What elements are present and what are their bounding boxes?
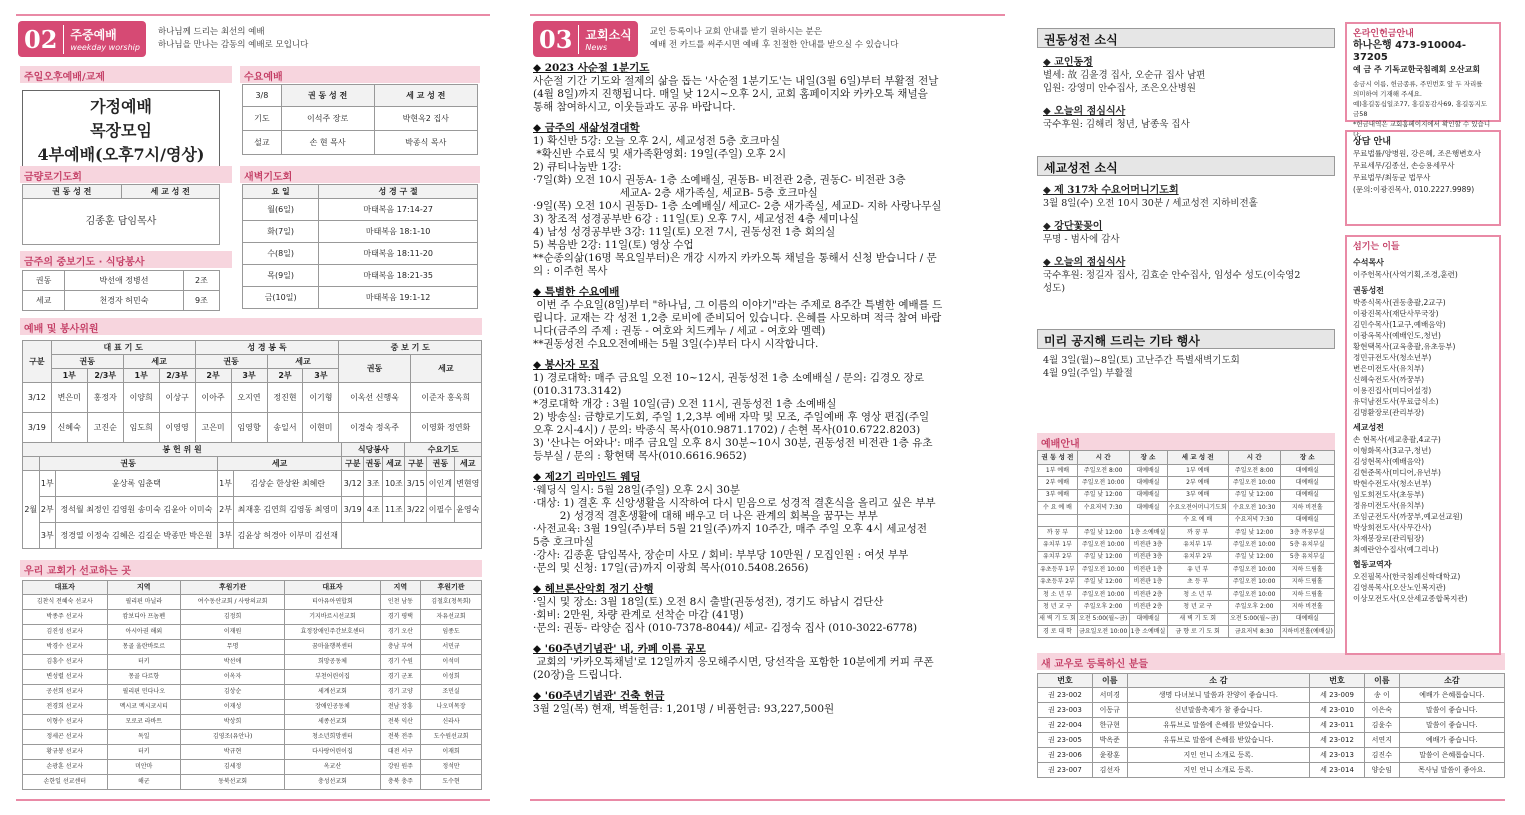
staff-line: 신혜숙전도사(까꿍부)	[1353, 375, 1425, 384]
kwon-title: 권동성전 소식	[1037, 28, 1335, 48]
table-row: 번호 이름 소 감 번호 이름 소감	[1038, 674, 1505, 688]
section-badge	[18, 21, 146, 57]
section-title: 교회소식	[585, 28, 632, 42]
sunday-box	[22, 90, 220, 172]
staff-line: 김현준목사(미디어,유년부)	[1353, 468, 1441, 477]
staff-line: 조임군전도사(까꿍부,예교선교원)	[1353, 512, 1463, 521]
top-rule	[16, 14, 490, 16]
panel-heading: ◆ 제 317차 수요어머니기도회	[1043, 185, 1179, 196]
table-row: 월(6일) 마태복음 17:14-27	[243, 199, 478, 221]
table-row: 2월 1부 윤상록 임춘택 1부 김상순 한상완 최혜란 3/12 3조 10조 3/15 이인계 변현영	[23, 471, 482, 497]
right-header	[533, 20, 899, 58]
panel-heading: ◆ 교인동정	[1043, 57, 1093, 68]
staff-line: 이형화목사(3교구,청년)	[1353, 446, 1432, 455]
news-heading: ◆ 2023 사순절 1분기도	[533, 62, 650, 74]
counsel-line: (문의:이광진목사, 010.2227.9989)	[1353, 185, 1475, 194]
sunday-line: 목장모임	[90, 121, 152, 140]
staff-line: 이상모전도사(오산세교종합복지관)	[1353, 594, 1468, 603]
newcomers-title: 새 교우로 등록하신 분들	[1037, 653, 1505, 670]
panel-heading: ◆ 강단꽃꽂이	[1043, 221, 1103, 232]
panel-heading: ◆ 오늘의 점심식사	[1043, 257, 1126, 268]
section-subtitle: News	[585, 43, 608, 52]
staff-line: 최예란안수집사(예그리나)	[1353, 545, 1439, 554]
table-row: 손광훈 선교사 미안마 김세정 옥교산 강원 원주 정석만	[23, 760, 482, 775]
table-row: 수 요 예 배 수요저녁 7:30 대예배실 수요오전어머니기도회 수요오전 10:30 지하 비전홀	[1038, 502, 1335, 514]
table-row: 권 동 성 전 시 간 장 소 세 교 성 전 시 간 장 소	[1038, 451, 1335, 465]
table-row: 3부 정경열 이정숙 김혜은 김길순 박종만 박은원 3부 김윤상 허경아 이부미 김선재	[23, 523, 482, 549]
newcomers-box	[1037, 673, 1505, 778]
news-body: 1) 확신반 5강: 오늘 오후 2시, 세교성전 5층 호크마실 *확신반 수료식 및 새가족환영회: 19일(주일) 오후 2시 2) 큐티나눔반 1강: ·7일(화) 오전 10시 권동A- 1층 소예배실, 권동B- 비전관 2층, 권동C- 비전관 3층 세교A- 2층 새가족실, 세교B- 5층 호크마실 ·9일(목) 오전 10시 권동D- 1층 소예배실/ 세교C- 2층 새가족실, 세교D- 지하 사랑나무실 3) 창조적 성경공부반 6강 : 11일(토) 오후 7시, 세교성전 4층 세미나실 4) 남성 성경공부반 3강: 11일(토) 오전 7시, 권동성전 1층 회의실 5) 복음반 2강: 11일(토) 영상 수업 **순종의삶(16명 목요일부터)은 개강 시까지 카카오톡 채널을 통해서 신청 받습니다 / 문 의 : 이주헌 목사	[533, 135, 942, 277]
table-row: 김찬식 전혜숙 선교사 필리핀 마닐라 여수동산교회 / 사랑의교회 티아유아연합회 인천 남동 김철호(청목회)	[23, 595, 482, 610]
staff-line: 이광진목사(재단사무국장)	[1353, 309, 1439, 318]
fri-speaker: 김종훈 담임목사	[23, 199, 220, 245]
news-heading: ◆ '60주년기념관' 건축 헌금	[533, 690, 665, 702]
counsel-line: 무료법률/양병원, 강은혜, 조은행변호사	[1353, 149, 1481, 158]
panel-body: 별세: 故 김윤경 집사, 오순규 집사 남편 입원: 강영미 안수집사, 조은오산병원	[1043, 70, 1206, 94]
dawn-box: 요 일 성 경 구 절 월(6일) 마태복음 17:14-27 화(7일) 마태복음 18:1-10 수(8일) 마태복음 18:11-20 목(9일) 마태복음 18:21-35 금(10일) 마태복음 19:1-12	[242, 184, 478, 309]
service-box: 구분 대 표 기 도 성 경 봉 독 중 보 기 도 권동 세교 권동 세교 권동 세교 1부 2/3부 1부 2/3부 2부 3부 2부 3부 3/12 변은미 홍정자 이양희 이상구 이아주 오지연 정진현 이기형 이옥선 신행욱 이준자 홍옥희 3/19 신혜숙 고진순 임도희 이영영 고은미 임영향 송일서 이현미 이경숙 정옥주 이영화 정연화 봉 헌 위 원 식당봉사 수요기도 권동 세교 구분 권동 세교 구분 권동 세교 2월 1부 윤상록 임춘택 1부 김상순 한상완 최혜란 3/12 3조 10조 3/15 이인계 변현영 2부 정석월 최정인 김영원 송미숙 김윤아 이미숙 2부 최재홍 김연희 김영동 최영미 3/19 4조 11조 3/22 이필수 윤영숙 3부 정경열 이정숙 김혜은 김길순 박종만 박은원 3부 김윤상 허경아 이부미 김선재	[22, 340, 482, 549]
table-row: 3부 예배 주일 낮 12:00 대예배실 3부 예배 주일 낮 12:00 대예배실	[1038, 489, 1335, 501]
counsel-line: 무료세무/김종선, 손승용세무사	[1353, 161, 1455, 170]
table-row: 김흥수 선교사 터키 박선애 희망공동체 경기 수원 이석미	[23, 655, 482, 670]
table-row: 정세곤 선교사 독일 김영조(유안나) 청소년희망센터 전북 전주 도수원선교회	[23, 730, 482, 745]
table-row: 손한일 선교센터 해군 동북선교회 충성선교회 충북 충주 도수현	[23, 775, 482, 790]
table-row: 유치부 1부 주일오전 10:00 비전관 3층 유치부 1부 주일오전 10:00 5층 유치부실	[1038, 539, 1335, 551]
panel-heading: ◆ 오늘의 점심식사	[1043, 106, 1126, 117]
staff-line: 김성현목사(예배음악)	[1353, 457, 1425, 466]
table-row: 황규봉 선교사 터키 박규현 다사랑어린이집 대전 서구 이재희	[23, 745, 482, 760]
staff-line: 황현택목사(교육총괄,유초등부)	[1353, 342, 1456, 351]
fri-box: 권 동 성 전 세 교 성 전 김종훈 담임목사	[22, 184, 220, 245]
notice-title: 미리 공지해 드리는 기타 행사	[1037, 329, 1335, 349]
staff-line: 차재봉장로(관리팀장)	[1353, 534, 1425, 543]
section-subtitle: weekday worship	[70, 43, 140, 52]
bottom-rule	[530, 799, 1505, 801]
news-body: ·일시 및 장소: 3월 18일(토) 오전 8시 출발(권동성전), 경기도 하남시 검단산 ·회비: 2만원, 차량 관계로 선착순 마감 (41명) ·문의: 권동- 라양순 집사 (010-7378-8044)/ 세교- 김정숙 집사 (010-3022-6778)	[533, 596, 918, 634]
staff-line: 손 현목사(세교총괄,4교구)	[1353, 435, 1441, 444]
left-header	[18, 20, 308, 58]
news-heading: ◆ 봉사자 모집	[533, 359, 600, 371]
table-row: 설교 손 현 목사 박종식 목사	[243, 131, 478, 155]
mission-box	[22, 580, 482, 790]
news-body: 이번 주 수요일(8일)부터 "하나님, 그 이름의 이야기"라는 주제로 8주간 특별한 예배를 드 립니다. 교재는 각 성전 1,2층 로비에 준비되어 있습니다. 은혜를 사모하며 적극 참여 바랍 니다(금주의 주제 : 권동 - 여호와 치드케누 / 세교 - 여호와 멜렉) **권동성전 수요오전예배는 5월 3일(수)부터 다시 시작합니다.	[533, 299, 943, 350]
table-row: 변성렬 선교사 몽골 다르항 이옥자 부천어린이집 경기 군포 이성희	[23, 670, 482, 685]
news-heading: ◆ 제2기 리마인드 웨딩	[533, 471, 641, 483]
staff-line: 정유미전도사(유치부)	[1353, 501, 1425, 510]
header-tagline: 하나님께 드리는 최선의 예배 하나님을 만나는 감동의 예배로 모입니다	[157, 27, 309, 50]
table-row: 2부 예배 주일오전 10:00 대예배실 2부 예배 주일오전 10:00 대예배실	[1038, 477, 1335, 489]
prayer-title: 금주의 중보기도 · 식당봉사	[20, 251, 232, 268]
sunday-line: 가정예배	[90, 97, 152, 116]
table-row: 금(10일) 마태복음 19:1-12	[243, 287, 478, 309]
news-column	[533, 62, 1003, 716]
staff-box: 섬기는 이들 수석목사 이주헌목사(사역기획,조경,훈련) 권동성전 박종식목사(권동총괄,2교구) 이광진목사(재단사무국장) 김민수목사(1교구,예배음악) 이광옥목사(예배인도,청년) 황현택목사(교육총괄,유초등부) 정민규전도사(청소년부) 변은미전도사(유치부) 신혜숙전도사(까꿍부) 이용진집사(미디어설정) 유덕남전도사(무료급식소) 김명환장로(관리부장) 세교성전 손 현목사(세교총괄,4교구) 이형화목사(3교구,청년) 김성현목사(예배음악) 김현준목사(미디어,유년부) 박현수전도사(청소년부) 임도희전도사(초등부) 정유미전도사(유치부) 조임군전도사(까꿍부,예교선교원) 박상희전도사(사무간사) 차재봉장로(관리팀장) 최예란안수집사(예그리나) 협동교역자 오진필목사(한국침례신학대학교) 김영록목사(오산노인복지관) 이상모전도사(오산세교종합복지관)	[1345, 235, 1501, 655]
notice-panel: 4월 3일(월)~8일(토) 고난주간 특별새벽기도회 4월 9일(주일) 부활절	[1043, 355, 1240, 379]
staff-line: 정민규전도사(청소년부)	[1353, 353, 1432, 362]
news-body: ·웨딩식 일시: 5월 28일(주일) 오후 2시 30분 ·대상: 1) 결혼 후 신앙생활을 시작하여 다시 믿음으로 성경적 결혼식을 올리고 싶은 부부 2) 성경적 결혼생활에 대해 배우고 더 나은 관계의 회복을 꿈꾸는 부부 ·사전교육: 3월 19일(주)부터 5월 21일(주)까지 10주간, 매주 주일 오후 4시 세교성전 5층 호크마실 ·강사: 김종훈 담임목사, 장순미 사모 / 회비: 부부당 10만원 / 모집인원 : 여섯 부부 ·문의 및 신청: 17일(금)까지 이광희 목사(010.5408.2656)	[533, 484, 936, 574]
table-row: 새 벽 기 도 회 오전 5:00(월~금) 대예배실 새 벽 기 도 회 오전 5:00(월~금) 대예배실	[1038, 613, 1335, 625]
table-row: 화(7일) 마태복음 18:1-10	[243, 221, 478, 243]
mission-title: 우리 교회가 선교하는 곳	[20, 560, 482, 577]
table-row: 권동 세교 구분 권동 세교 구분 권동 세교	[23, 457, 482, 471]
segyo-title: 세교성전 소식	[1037, 156, 1335, 176]
panel-body: 국수후원: 김해리 청년, 남종욱 집사	[1043, 119, 1190, 130]
staff-line: 김명환장로(관리부장)	[1353, 408, 1425, 417]
panel-body: 국수후원: 정길자 집사, 김효순 안수집사, 임성수 성도(이숙영2 성도)	[1043, 270, 1301, 294]
guide-title: 예배안내	[1037, 433, 1335, 450]
staff-line: 임도희전도사(초등부)	[1353, 490, 1425, 499]
section-title: 주중예배	[70, 28, 117, 42]
bottom-rule	[16, 799, 490, 801]
prayer-box	[22, 270, 220, 311]
staff-line: 이광옥목사(예배인도,청년)	[1353, 331, 1441, 340]
table-row: 권 22-004 한규현 유튜브로 말씀에 은혜를 받았습니다. 세 23-011 김윤수 말씀이 좋습니다.	[1038, 718, 1505, 733]
table-row: 1부 예배 주일오전 8:00 대예배실 1부 예배 주일오전 8:00 대예배실	[1038, 465, 1335, 477]
kwon-panel	[1043, 46, 1333, 131]
table-row: 김진성 선교사 아시아권 해외 이재원 효정장애인주간보호센터 경기 오산 임종도	[23, 625, 482, 640]
section-badge	[533, 21, 638, 57]
table-row: 대표자 지역 후원기관 대표자 지역 후원기관	[23, 581, 482, 595]
staff-line: 변은미전도사(유치부)	[1353, 364, 1425, 373]
service-title: 예배 및 봉사위원	[20, 318, 482, 335]
staff-line: 박현수전도사(청소년부)	[1353, 479, 1432, 488]
news-heading: ◆ 금주의 새삶성경대학	[533, 122, 640, 134]
table-row: 청 년 교 구 주일오후 2:00 비전관 2층 청 년 교 구 주일오후 2:00 지하 비전홀	[1038, 601, 1335, 613]
table-row: 유초등부 2부 주일 낮 12:00 비전관 1층 초 등 부 주일오전 10:00 지하 드림홀	[1038, 576, 1335, 588]
table-row: 3/12 변은미 홍정자 이양희 이상구 이아주 오지연 정진현 이기형 이옥선 신행욱 이준자 홍옥희	[23, 383, 482, 413]
table-row: 청 소 년 부 주일오전 10:00 비전관 2층 청 소 년 부 주일오전 10:00 지하 드림홀	[1038, 588, 1335, 600]
table-row: 권 23-006 윤광훈 지인 언니 소개로 등록. 세 23-013 김진수 말씀이 은혜롭습니다.	[1038, 748, 1505, 763]
table-row: 전경희 선교사 멕시코 멕시코시티 이재성 장애인공동체 전남 장흥 나오미목장	[23, 700, 482, 715]
table-row: 박종주 선교사 캄보디아 프놈펜 김정희 기지바르시선교회 경기 평택 자유선교회	[23, 610, 482, 625]
staff-line: 김영록목사(오산노인복지관)	[1353, 583, 1446, 592]
table-row: 2부 정석월 최정인 김영원 송미숙 김윤아 이미숙 2부 최재홍 김연희 김영동 최영미 3/19 4조 11조 3/22 이필수 윤영숙	[23, 497, 482, 523]
table-row: 경 로 대 학 금요일오전 10:00 1층 소예배실 금 향 로 기 도 회 금요저녁 8:30 지하비전홀(예배실)	[1038, 626, 1335, 638]
news-heading: ◆ 헤브론산악회 정기 산행	[533, 583, 654, 595]
table-row: 3/19 신혜숙 고진순 임도희 이영영 고은미 임영향 송일서 이현미 이경숙 정옥주 이영화 정연화	[23, 413, 482, 443]
table-row: 목(9일) 마태복음 18:21-35	[243, 265, 478, 287]
wed-box: 3/8 권 동 성 전 세 교 성 전 기도 이석주 장로 박현옥2 집사 설교 손 현 목사 박종식 목사	[242, 84, 478, 155]
sunday-title: 주일오후예배/교제	[20, 66, 232, 83]
page-gutter	[500, 0, 525, 815]
top-rule	[530, 14, 1005, 16]
table-row: 기도 이석주 장로 박현옥2 집사	[243, 107, 478, 131]
news-heading: ◆ '60주년기념관' 내, 카페 이름 공모	[533, 643, 706, 655]
table-row: 까 꿍 부 주일 낮 12:00 1층 소예배실 까 꿍 부 주일 낮 12:00 3층 까꿍부실	[1038, 526, 1335, 538]
panel-body: 무명 - 범사에 감사	[1043, 234, 1120, 245]
table-row: 공선희 선교사 필리핀 민다나오 김상순 세계선교회 경기 고양 조민실	[23, 685, 482, 700]
staff-line: 박종식목사(권동총괄,2교구)	[1353, 298, 1446, 307]
panel-body: 3월 8일(수) 오전 10시 30분 / 세교성전 지하비전홀	[1043, 198, 1258, 209]
right-page	[525, 0, 1525, 815]
table-row: 세교 천경자 허민숙 9조	[23, 291, 220, 311]
table-row: 권 23-007 김선자 지인 언니 소개로 등록. 세 23-014 양순임 목사님 말씀이 좋아요.	[1038, 763, 1505, 778]
news-body: 1) 경로대학: 매주 금요일 오전 10~12시, 권동성전 1층 소예배실 / 문의: 김경오 장로 (010.3173.3142) *경로대학 개강 : 3월 10일(금) 오전 11시, 권동성전 1층 소예배실 2) 방송실: 금향로기도회, 주일 1,2,3부 예배 자막 및 모조, 주일예배 후 영상 편집(주일 오후 2시-4시) / 문의: 박종식 목사(010.9871.1702) / 손현 목사(010.6722.8203) 3) '산나는 어와나': 매주 금요일 오후 8시 30분~10시 30분, 권동성전 비전관 1층 유초 등부실 / 문의 : 황현택 목사(010.6616.9652)	[533, 372, 933, 462]
table-row: 권 23-003 이동규 신년말씀축제가 참 좋습니다. 세 23-010 이은숙 말씀이 좋습니다.	[1038, 703, 1505, 718]
fri-title: 금량로기도회	[20, 166, 232, 183]
guide-box	[1037, 450, 1335, 638]
staff-line: 김민수목사(1교구,예배음악)	[1353, 320, 1446, 329]
section-number: 02	[24, 25, 64, 54]
online-giving-box: 온라인헌금안내 하나은행 473-910004-37205 예 금 주 기독교한국침례회 오산교회 송금시 이름, 헌금종류, 주민번호 앞 두 자리를 의미하여 기재해 주세요. 예)홍길동십일조77, 홍길동감사69, 홍길동지도금58 *헌금내역은 교회홈페이지에서 확인할 수 있습니다.	[1345, 22, 1501, 122]
news-body: 3월 2일(목) 현재, 벽돌헌금: 1,201명 / 비품헌금: 93,227,500원	[533, 703, 835, 715]
news-body: 교회의 '카카오톡채널'로 12일까지 응모해주시면, 당선작을 포함한 10분에게 커피 쿠폰 (20장)을 드립니다.	[533, 656, 934, 681]
segyo-panel	[1043, 174, 1333, 295]
news-heading: ◆ 특별한 수요예배	[533, 286, 620, 298]
table-row: 유초등부 1부 주일오전 10:00 비전관 1층 유 년 부 주일오전 10:00 지하 드림홀	[1038, 564, 1335, 576]
table-row: 수(8일) 마태복음 18:11-20	[243, 243, 478, 265]
sunday-line: 4부예배(오후7시/영상)	[37, 145, 205, 164]
staff-line: 오진필목사(한국침례신학대학교)	[1353, 572, 1461, 581]
table-row: 수 요 예 배 수요저녁 7:30 대예배실	[1038, 514, 1335, 526]
staff-line: 박상희전도사(사무간사)	[1353, 523, 1432, 532]
wed-title: 수요예배	[240, 66, 480, 83]
table-row: 권 23-005 박옥준 유튜브로 말씀에 은혜를 받았습니다. 세 23-012 서연지 예배가 좋습니다.	[1038, 733, 1505, 748]
table-row: 유치부 2부 주일 낮 12:00 비전관 3층 유치부 2부 주일 낮 12:00 5층 유치부실	[1038, 551, 1335, 563]
dawn-title: 새벽기도회	[240, 166, 480, 183]
staff-line: 이용진집사(미디어설정)	[1353, 386, 1432, 395]
header-tagline: 교인 등록이나 교회 안내를 받기 원하시는 분은 예배 전 카드를 써주시면 예배 후 친절한 안내를 받으실 수 있습니다	[649, 27, 899, 50]
counsel-box: 상담 안내 무료법률/양병원, 강은혜, 조은행변호사 무료세무/김종선, 손승용세무사 무료법무/최동균 법무사 (문의:이광진목사, 010.2227.9989)	[1345, 130, 1501, 226]
table-row: 권 23-002 서미경 생명 다녀보니 말씀과 찬양이 좋습니다. 세 23-009 송 이 예배가 은혜롭습니다.	[1038, 688, 1505, 703]
table-row: 이형수 선교사 모로코 라바트 박상희 세종선교회 전북 익산 신라사	[23, 715, 482, 730]
table-row: 권동 박선애 정병선 2조	[23, 271, 220, 291]
table-row: 박경수 선교사 몽골 울란바토르 무명 꿈마을행복센터 충남 부여 서민규	[23, 640, 482, 655]
section-number: 03	[539, 25, 579, 54]
bank-account: 하나은행 473-910004-37205	[1353, 40, 1467, 63]
counsel-line: 무료법무/최동균 법무사	[1353, 173, 1431, 182]
news-body: 사순절 기간 기도와 절제의 삶을 돕는 '사순절 1분기도'는 내일(3월 6일)부터 부활절 전날 (4월 8일)까지 진행됩니다. 매일 낮 12시~오후 2시, 교회 홈페이지와 카카오톡 채널을 통해 참여하시고, 이웃들과도 공유 바랍니다.	[533, 75, 939, 113]
left-page	[0, 0, 500, 815]
staff-line: 유덕남전도사(무료급식소)	[1353, 397, 1439, 406]
